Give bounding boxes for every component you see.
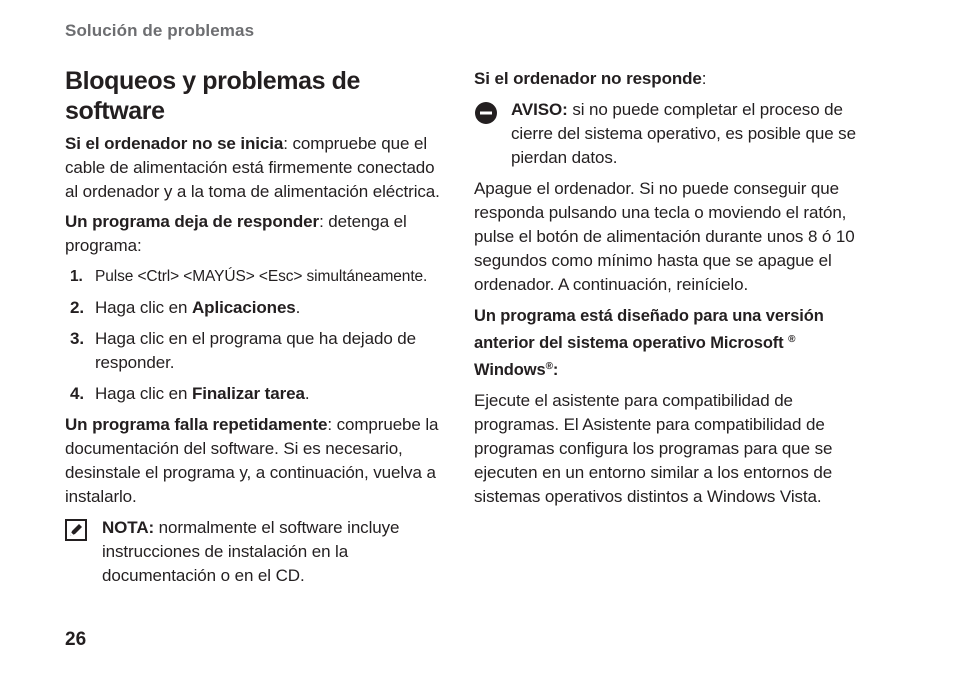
step-text — [95, 296, 449, 320]
paragraph-fails-repeatedly — [65, 413, 449, 509]
step-text-pre: Haga clic en — [95, 298, 192, 317]
warning-icon — [474, 98, 511, 132]
heading-not-responding-colon: : — [701, 69, 707, 88]
warning-label: AVISO: — [511, 100, 568, 119]
step-number: 3. — [70, 329, 84, 348]
paragraph-compatibility: Ejecute el asistente para compatibilidad de programas. El Asistente para compatibilidad de programas configura los programas para que se ejecuten en un entorno similar a los entornos de sistemas operativos distintos a Windows Vista. — [474, 391, 833, 506]
running-header: Solución de problemas — [65, 21, 255, 40]
step-item — [65, 327, 449, 375]
step-number: 1. — [70, 268, 83, 285]
step-text — [95, 382, 449, 406]
paragraph-no-start-label: Si el ordenador no se inicia — [65, 134, 284, 153]
note-text — [102, 516, 449, 588]
step-number: 2. — [70, 298, 84, 317]
registered-mark: ® — [545, 361, 553, 372]
step-item — [65, 265, 449, 289]
heading-not-responding-label: Si el ordenador no responde — [474, 69, 702, 88]
heading-older-version-windows: Windows — [474, 361, 546, 379]
page-number: 26 — [65, 629, 87, 650]
heading-older-version — [474, 304, 859, 382]
heading-older-version-line: Un programa está diseñado para una versión anterior del sistema operativo Microsoft — [474, 307, 824, 352]
paragraph-not-responding-label: Un programa deja de responder — [65, 212, 320, 231]
step-item — [65, 296, 449, 320]
note-label: NOTA: — [102, 518, 155, 537]
paragraph-fails-repeatedly-label: Un programa falla repetidamente — [65, 415, 328, 434]
step-text: Pulse <Ctrl> <MAYÚS> <Esc> simultáneamente. — [95, 268, 428, 285]
paragraph-fails-repeatedly-text: : compruebe la documentación del software. Si es necesario, desinstale el programa y, a continuación, vuelva a instalarlo. — [65, 415, 439, 506]
left-column — [65, 66, 449, 588]
step-number: 4. — [70, 384, 84, 403]
step-text-bold: Aplicaciones — [191, 298, 296, 317]
heading-older-version-colon: : — [552, 361, 559, 379]
note-pencil-icon — [65, 516, 102, 548]
warning-body: si no puede completar el proceso de cierre del sistema operativo, es posible que se pierdan datos. — [511, 100, 856, 167]
warning-text — [511, 98, 859, 170]
step-text-post: . — [304, 384, 310, 403]
paragraph-no-start — [65, 132, 449, 204]
step-text-post: . — [295, 298, 301, 317]
page-title: Bloqueos y problemas de software — [65, 67, 361, 125]
paragraph-not-responding-text: : detenga el programa: — [65, 212, 407, 255]
paragraph-no-start-text: : compruebe que el cable de alimentación está firmemente conectado al ordenador y a la toma de alimentación eléctrica. — [65, 134, 440, 201]
registered-mark: ® — [788, 334, 796, 345]
heading-not-responding — [474, 67, 859, 91]
right-column — [474, 66, 859, 509]
step-text-bold: Finalizar tarea — [191, 384, 305, 403]
steps-list — [65, 265, 449, 406]
paragraph-shutdown: Apague el ordenador. Si no puede conseguir que responda pulsando una tecla o moviendo el ratón, pulse el botón de alimentación durante unos 8 ó 10 segundos como mínimo hasta que se apague el ordenador. A continuación, reinícielo. — [474, 179, 855, 294]
note-body: normalmente el software incluye instrucciones de instalación en la documentación o en el CD. — [102, 518, 400, 585]
step-text: Haga clic en el programa que ha dejado de responder. — [95, 329, 417, 372]
paragraph-not-responding — [65, 210, 449, 258]
warning-callout — [474, 98, 859, 170]
step-item — [65, 382, 449, 406]
step-text-pre: Haga clic en — [95, 384, 192, 403]
note-callout — [65, 516, 449, 588]
